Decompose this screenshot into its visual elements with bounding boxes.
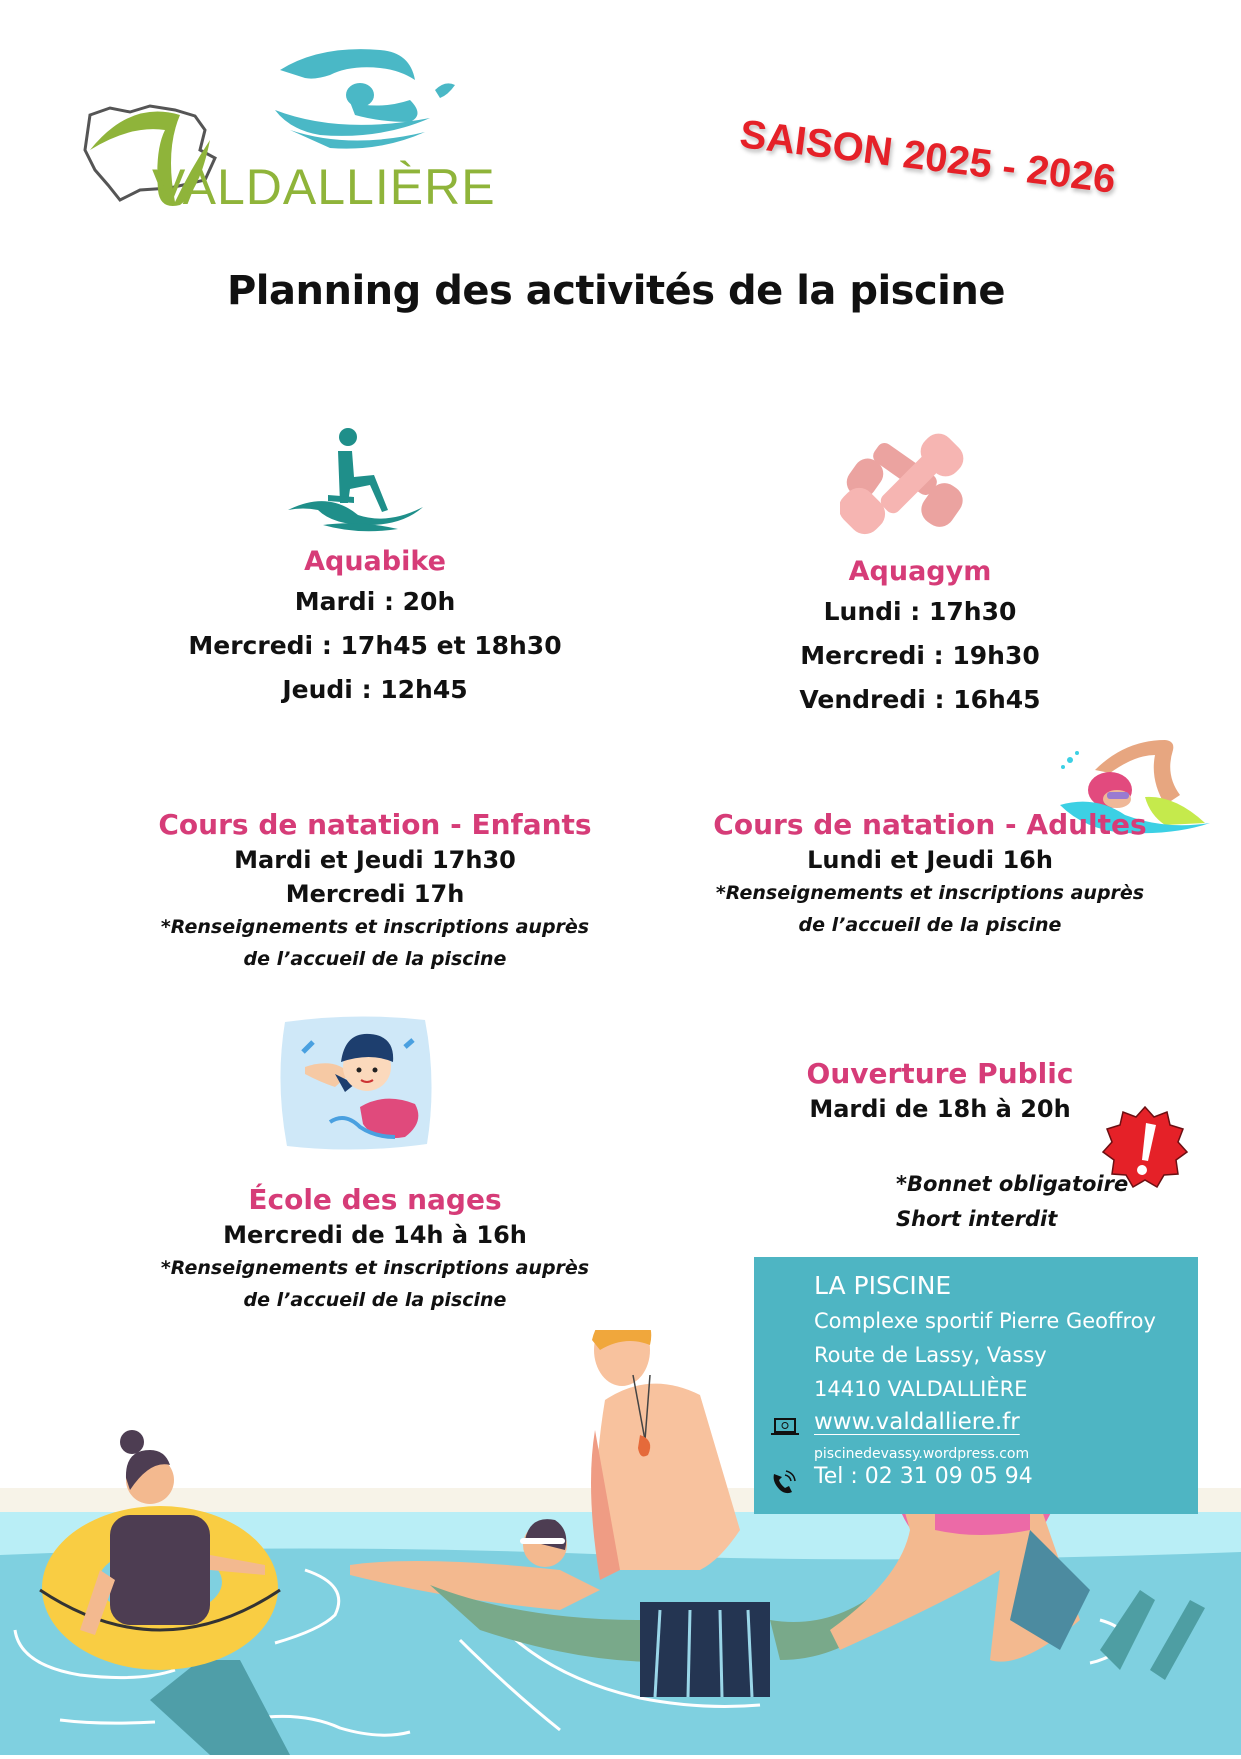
blog-link[interactable]: piscinedevassy.wordpress.com: [814, 1446, 1030, 1462]
aquabike-icon: [288, 425, 428, 535]
aquagym-title: Aquagym: [848, 556, 992, 587]
natation-enfants-section: [140, 807, 610, 975]
aquabike-schedule-line: Jeudi : 12h45: [282, 675, 468, 704]
ecole-nages-schedule-line: Mercredi de 14h à 16h: [223, 1221, 527, 1249]
aquagym-section: [760, 554, 1080, 722]
ouverture-public-title: Ouverture Public: [806, 1057, 1074, 1090]
natation-adultes-note: *Renseignements et inscriptions auprès: [715, 882, 1145, 904]
ouverture-public-section: [760, 1056, 1120, 1126]
dumbbells-icon: [840, 428, 980, 538]
phone-number[interactable]: Tel : 02 31 09 05 94: [814, 1464, 1033, 1489]
ouverture-public-notes: [896, 1167, 1128, 1237]
aquabike-schedule-line: Mercredi : 17h45 et 18h30: [188, 631, 562, 660]
contact-address-line: 14410 VALDALLIÈRE: [814, 1377, 1028, 1401]
natation-adultes-section: [710, 807, 1150, 941]
aquagym-schedule-line: Mercredi : 19h30: [800, 641, 1040, 670]
contact-address-line: Route de Lassy, Vassy: [814, 1343, 1047, 1367]
aquagym-schedule-line: Lundi : 17h30: [823, 597, 1017, 626]
season-banner: SAISON 2025 - 2026: [737, 112, 1118, 202]
phone-icon: [770, 1470, 798, 1496]
contact-address-line: Complexe sportif Pierre Geoffroy: [814, 1309, 1156, 1333]
ecole-nages-section: [140, 1182, 610, 1316]
contact-name: LA PISCINE: [814, 1271, 952, 1300]
aquagym-schedule-line: Vendredi : 16h45: [799, 685, 1041, 714]
laptop-icon: [770, 1417, 800, 1437]
logo-text: VALDALLIÈRE: [152, 159, 496, 215]
page-title: Planning des activités de la piscine: [226, 268, 1005, 314]
natation-adultes-schedule-line: Lundi et Jeudi 16h: [807, 846, 1053, 874]
ecole-nages-note: de l’accueil de la piscine: [243, 1289, 507, 1311]
aquabike-section: [150, 544, 600, 712]
natation-enfants-schedule-line: Mardi et Jeudi 17h30: [234, 846, 516, 874]
natation-enfants-note: de l’accueil de la piscine: [243, 948, 507, 970]
ouverture-public-note: Short interdit: [896, 1207, 1058, 1231]
warning-badge-icon: [1102, 1105, 1188, 1191]
ecole-nages-title: École des nages: [248, 1183, 502, 1216]
contact-box: [754, 1257, 1198, 1514]
aquabike-schedule-line: Mardi : 20h: [294, 587, 456, 616]
ecole-nages-note: *Renseignements et inscriptions auprès: [160, 1257, 590, 1279]
child-swimmer-icon: [275, 1012, 437, 1154]
ouverture-public-schedule-line: Mardi de 18h à 20h: [809, 1095, 1071, 1123]
natation-enfants-title: Cours de natation - Enfants: [158, 808, 592, 841]
natation-adultes-title: Cours de natation - Adultes: [713, 808, 1147, 841]
natation-enfants-note: *Renseignements et inscriptions auprès: [160, 916, 590, 938]
natation-enfants-schedule-line: Mercredi 17h: [285, 880, 465, 908]
natation-adultes-note: de l’accueil de la piscine: [798, 914, 1062, 936]
website-link[interactable]: www.valdalliere.fr: [814, 1409, 1020, 1435]
aquabike-title: Aquabike: [304, 546, 446, 577]
ouverture-public-note: *Bonnet obligatoire: [896, 1172, 1129, 1196]
